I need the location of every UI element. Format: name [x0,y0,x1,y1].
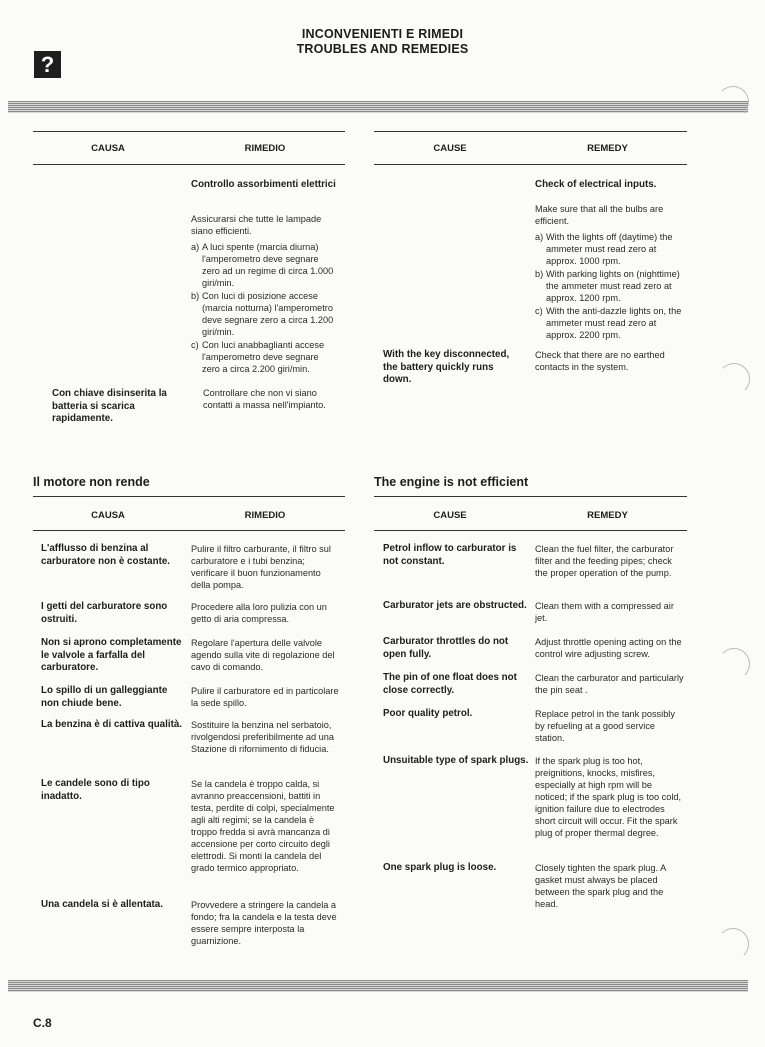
col-header-remedy: REMEDY [587,510,628,521]
en-remedy-row: Replace petrol in the tank possibly by refueling at a good service station. [535,709,675,743]
it-remedy-row: Se la candela è troppo calda, si avranno preaccensioni, battiti in testa, perdite di colpi, specialmente agli alti regimi; se la candela è troppo fredda si avrà mancanza di accensione per corto circuito degli elettrodi. Si monti la candela del grado termico appropriato. [191,779,335,873]
col-header-cause: CAUSE [433,510,467,521]
en-cause-battery: With the key disconnected, the battery quickly runs down. [383,349,510,385]
it-remedy-row: Pulire il carburatore ed in particolare la sede spillo. [191,686,339,708]
section-title-english: The engine is not efficient [374,475,529,489]
it-remedy-list [191,240,339,375]
col-header-remedy: REMEDY [587,143,628,154]
bottom-divider-band [8,980,748,992]
question-mark-icon: ? [34,51,61,78]
page-number: C.8 [33,1016,52,1030]
en-remedy-row: If the spark plug is too hot, preignitions, knocks, misfires, especially at high rpm will be noticed; if the spark plug is too cold, ignition failure due to electrodes short circuit will occur. Fit the spark plug of proper thermal degree. [535,756,682,838]
it-remedy-row: Pulire il filtro carburante, il filtro sul carburatore e i tubi benzina; verificare il buon funzionamento della pompa. [191,544,331,590]
it-remedy-row: Procedere alla loro pulizia con un getto di aria compressa. [191,602,327,624]
en-remedy-row: Adjust throttle opening acting on the control wire adjusting screw. [535,637,682,659]
section-title-italian: Il motore non rende [33,475,150,489]
binder-hole-mark [717,86,749,118]
list-item: a) With the lights off (daytime) the ammeter must read zero at approx. 1000 rpm. [535,232,673,266]
col-header-causa: CAUSA [91,510,125,521]
rule [374,530,687,531]
it-remedy-row: Sostituire la benzina nel serbatoio, rivolgendosi preferibilmente ad una Stazione di rifornimento di fiducia. [191,720,335,754]
it-remedy-row: Regolare l'apertura delle valvole agendo sulla vite di regolazione del cavo di comando. [191,638,335,672]
en-cause-row: Carburator throttles do not open fully. [383,636,509,660]
binder-hole-mark [718,363,750,395]
list-item: c) Con luci anabbaglianti accese l'amperometro deve segnare zero a circa 2.200 giri/min. [191,340,325,374]
it-cause-row: Lo spillo di un galleggiante non chiude bene. [41,685,168,709]
rule [374,131,687,132]
rule [33,496,345,497]
en-remedy-row: Closely tighten the spark plug. A gasket must always be placed between the spark plug and the head. [535,863,666,909]
en-cause-row: Poor quality petrol. [383,708,473,719]
en-remedy-list [535,230,685,341]
rule [374,164,687,165]
en-remedy-title: Check of electrical inputs. [535,179,657,190]
en-cause-row: One spark plug is loose. [383,862,497,873]
col-header-cause: CAUSE [433,143,467,154]
en-remedy-row: Clean them with a compressed air jet. [535,601,674,623]
list-item: a) A luci spente (marcia diurna) l'amperometro deve segnare zero ad un regime di circa 1.000 giri/min. [191,242,334,288]
top-divider-band [8,101,748,113]
col-header-rimedio: RIMEDIO [244,143,286,154]
it-cause-row: La benzina è di cattiva qualità. [41,719,183,730]
list-item: b) With parking lights on (nighttime) the ammeter must read zero at approx. 1200 rpm. [535,269,680,303]
col-header-causa: CAUSA [91,143,125,154]
it-cause-row: Una candela si è allentata. [41,899,163,910]
en-remedy-intro: Make sure that all the bulbs are efficient. [535,204,664,226]
rule [33,164,345,165]
en-cause-row: Petrol inflow to carburator is not constant. [383,543,517,567]
col-header-rimedio: RIMEDIO [244,510,286,521]
it-remedy-title: Controllo assorbimenti elettrici [191,179,336,190]
page-title-english: TROUBLES AND REMEDIES [296,42,469,56]
en-cause-row: Unsuitable type of spark plugs. [383,755,529,766]
it-remedy-intro: Assicurarsi che tutte le lampade siano efficienti. [191,214,322,236]
binder-hole-mark [718,648,750,680]
it-cause-row: Non si aprono completamente le valvole a farfalla del carburatore. [41,637,182,673]
it-cause-row: Le candele sono di tipo inadatto. [41,778,150,802]
rule [374,496,687,497]
it-remedy-row: Provvedere a stringere la candela a fondo; fra la candela e la testa deve essere sempre interposta la guarnizione. [191,900,337,946]
it-cause-row: L'afflusso di benzina al carburatore non è costante. [41,543,171,567]
page-title-italian: INCONVENIENTI E RIMEDI [301,27,464,41]
list-item: c) With the anti-dazzle lights on, the ammeter must read zero at approx. 2200 rpm. [535,306,682,340]
en-cause-row: Carburator jets are obstructed. [383,600,527,611]
it-cause-row: I getti del carburatore sono ostruiti. [41,601,168,625]
rule [33,131,345,132]
en-remedy-row: Clean the carburator and particularly the pin seat . [535,673,684,695]
list-item: b) Con luci di posizione accese (marcia notturna) l'amperometro deve segnare zero a circa 1.200 giri/min. [191,291,334,337]
it-remedy-battery: Controllare che non vi siano contatti a massa nell'impianto. [203,388,326,410]
binder-hole-mark [717,928,749,960]
en-cause-row: The pin of one float does not close correctly. [383,672,517,696]
en-remedy-row: Clean the fuel filter, the carburator filter and the feeding pipes; check the proper operation of the pump. [535,544,674,578]
rule [33,530,345,531]
it-cause-battery: Con chiave disinserita la batteria si scarica rapidamente. [52,388,167,424]
en-remedy-battery: Check that there are no earthed contacts in the system. [535,350,665,372]
